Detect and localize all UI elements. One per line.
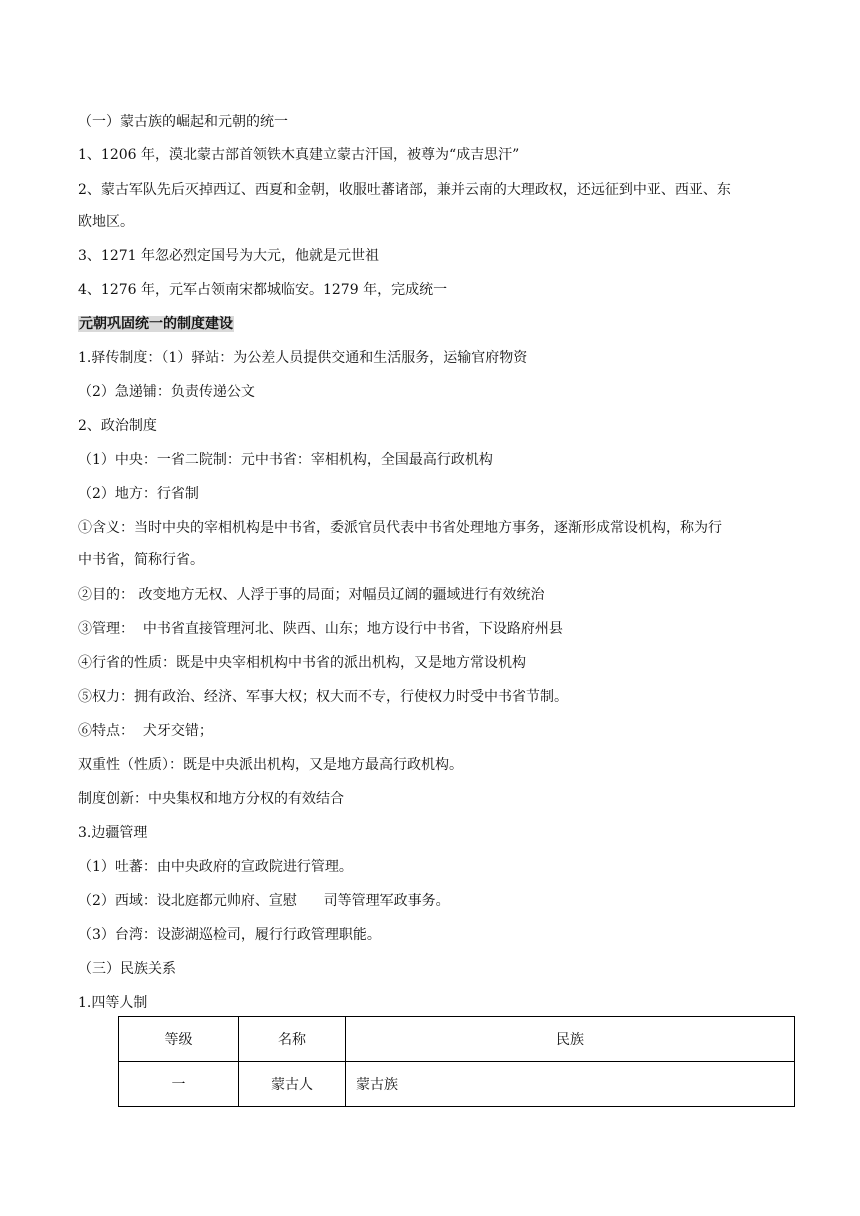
paragraph-meaning: ①含义：当时中央的宰相机构是中书省，委派官员代表中书省处理地方事务，逐渐形成常设机构，称为行: [78, 520, 722, 536]
section-heading-ethnic: （三）民族关系: [78, 961, 176, 977]
table-header-row: [119, 1017, 795, 1062]
table-cell-ethnicity: 蒙古族: [346, 1062, 795, 1107]
paragraph-frontier: 3.边疆管理: [78, 825, 148, 841]
paragraph-meaning-cont: 中书省，简称行省。: [78, 552, 204, 568]
table-header-ethnicity: 民族: [346, 1017, 795, 1062]
paragraph-innovation: 制度创新：中央集权和地方分权的有效结合: [78, 791, 344, 807]
four-class-table: [118, 1016, 795, 1107]
table-cell-level: 一: [119, 1062, 239, 1107]
paragraph-features: ⑥特点： 犬牙交错；: [78, 723, 213, 739]
paragraph-purpose: ②目的： 改变地方无权、人浮于事的局面；对幅员辽阔的疆域进行有效统治: [78, 587, 545, 603]
paragraph-item-3: 3、1271 年忽必烈定国号为大元，他就是元世祖: [78, 248, 379, 264]
paragraph-item-2: 2、蒙古军队先后灭掉西辽、西夏和金朝，收服吐蕃诸部，兼并云南的大理政权，还远征到中亚、西亚、东: [78, 182, 731, 198]
paragraph-nature: ④行省的性质：既是中央宰相机构中书省的派出机构，又是地方常设机构: [78, 655, 526, 671]
section-heading-institutions: [78, 314, 798, 334]
paragraph-central: （1）中央：一省二院制：元中书省：宰相机构，全国最高行政机构: [78, 452, 493, 468]
table-header-level: 等级: [119, 1017, 239, 1062]
table-header-name: 名称: [239, 1017, 346, 1062]
paragraph-tibet: （1）吐蕃：由中央政府的宣政院进行管理。: [78, 859, 353, 875]
highlighted-heading: 元朝巩固统一的制度建设: [79, 316, 233, 332]
table-cell-name: 蒙古人: [239, 1062, 346, 1107]
paragraph-power: ⑤权力：拥有政治、经济、军事大权；权大而不专，行使权力时受中书省节制。: [78, 689, 568, 705]
paragraph-western-regions: （2）西域：设北庭都元帅府、宣慰 司等管理军政事务。: [78, 893, 450, 909]
paragraph-duality: 双重性（性质）：既是中央派出机构，又是地方最高行政机构。: [78, 757, 463, 773]
paragraph-item-1: 1、1206 年，漠北蒙古部首领铁木真建立蒙古汗国，被尊为“成吉思汗”: [78, 147, 520, 163]
paragraph-four-class: 1.四等人制: [78, 995, 148, 1011]
paragraph-express-post: （2）急递铺：负责传递公文: [78, 384, 255, 400]
paragraph-item-4: 4、1276 年，元军占领南宋都城临安。1279 年，完成统一: [78, 282, 448, 298]
paragraph-local: （2）地方：行省制: [78, 486, 199, 502]
paragraph-taiwan: （3）台湾：设澎湖巡检司，履行行政管理职能。: [78, 927, 381, 943]
paragraph-political-system: 2、政治制度: [78, 418, 157, 434]
section-heading-mongol-rise: （一）蒙古族的崛起和元朝的统一: [78, 114, 288, 130]
paragraph-courier-system: 1.驿传制度：（1）驿站：为公差人员提供交通和生活服务，运输官府物资: [78, 350, 528, 366]
table-row: [119, 1062, 795, 1107]
paragraph-item-2-cont: 欧地区。: [78, 214, 134, 230]
paragraph-management: ③管理： 中书省直接管理河北、陕西、山东；地方设行中书省，下设路府州县: [78, 621, 563, 637]
